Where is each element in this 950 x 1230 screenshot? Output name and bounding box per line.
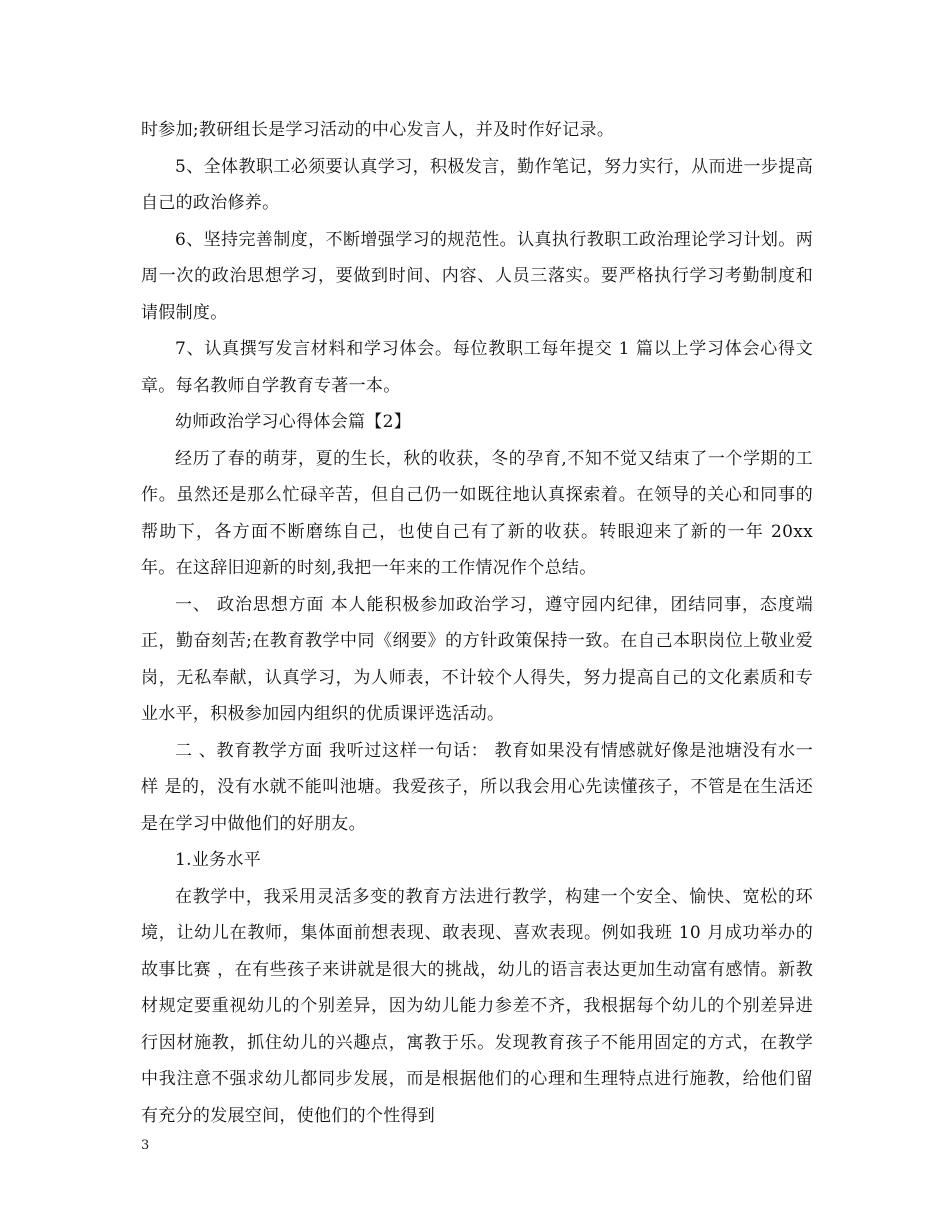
section-heading: 幼师政治学习心得体会篇【2】 [175, 412, 412, 432]
paragraph-item-6: 6、坚持完善制度，不断增强学习的规范性。认真执行教职工政治理论学习计划。两周一次的政治思想学习，要做到时间、内容、人员三落实。要严格执行学习考勤制度和请假制度。 [141, 229, 813, 323]
subheading-business-level: 1.业务水平 [175, 850, 262, 870]
document-body [141, 112, 813, 1134]
paragraph-teaching: 二 、教育教学方面 我听过这样一句话： 教育如果没有情感就好像是池塘没有水一样 是的，没有水就不能叫池塘。我爱孩子，所以我会用心先读懂孩子，不管是在生活还是在学习中做他们的好朋友。 [141, 740, 813, 834]
paragraph-item-5: 5、全体教职工必须要认真学习，积极发言，勤作笔记，努力实行，从而进一步提高自己的政治修养。 [141, 156, 813, 213]
paragraph-item-7: 7、认真撰写发言材料和学习体会。每位教职工每年提交 1 篇以上学习体会心得文章。每名教师自学教育专著一本。 [141, 339, 813, 396]
page-number: 3 [141, 1138, 150, 1153]
paragraph-business-level: 在教学中，我采用灵活多变的教育方法进行教学，构建一个安全、愉快、宽松的环境，让幼儿在教师，集体面前想表现、敢表现、喜欢表现。例如我班 10 月成功举办的 故事比赛 ，在有些孩子来讲就是很大的挑战，幼儿的语言表达更加生动富有感情。新教材规定要重视幼儿的个别差异，因为幼儿能力参差不齐，我根据每个幼儿的个别差异进行因材施教，抓住幼儿的兴趣点，寓教于乐。发现教育孩子不能用固定的方式，在教学中我注意不强求幼儿都同步发展，而是根据他们的心理和生理特点进行施教，给他们留有充分的发展空间，使他们的个性得到 [141, 886, 813, 1126]
paragraph-continuation: 时参加;教研组长是学习活动的中心发言人，并及时作好记录。 [141, 120, 615, 140]
paragraph-political: 一、 政治思想方面 本人能积极参加政治学习，遵守园内纪律，团结同事，态度端正，勤奋刻苦;在教育教学中同《纲要》的方针政策保持一致。在自己本职岗位上敬业爱岗，无私奉献，认真学习，为人师表，不计较个人得失，努力提高自己的文化素质和专业水平，积极参加园内组织的优质课评选活动。 [141, 594, 813, 724]
paragraph-intro: 经历了春的萌芽，夏的生长，秋的收获，冬的孕育,不知不觉又结束了一个学期的工作。虽然还是那么忙碌辛苦，但自己仍一如既往地认真探索着。在领导的关心和同事的帮助下，各方面不断磨练自己，也使自己有了新的收获。转眼迎来了新的一年 20xx 年。在这辞旧迎新的时刻,我把一年来的工作情况作个总结。 [141, 448, 813, 578]
